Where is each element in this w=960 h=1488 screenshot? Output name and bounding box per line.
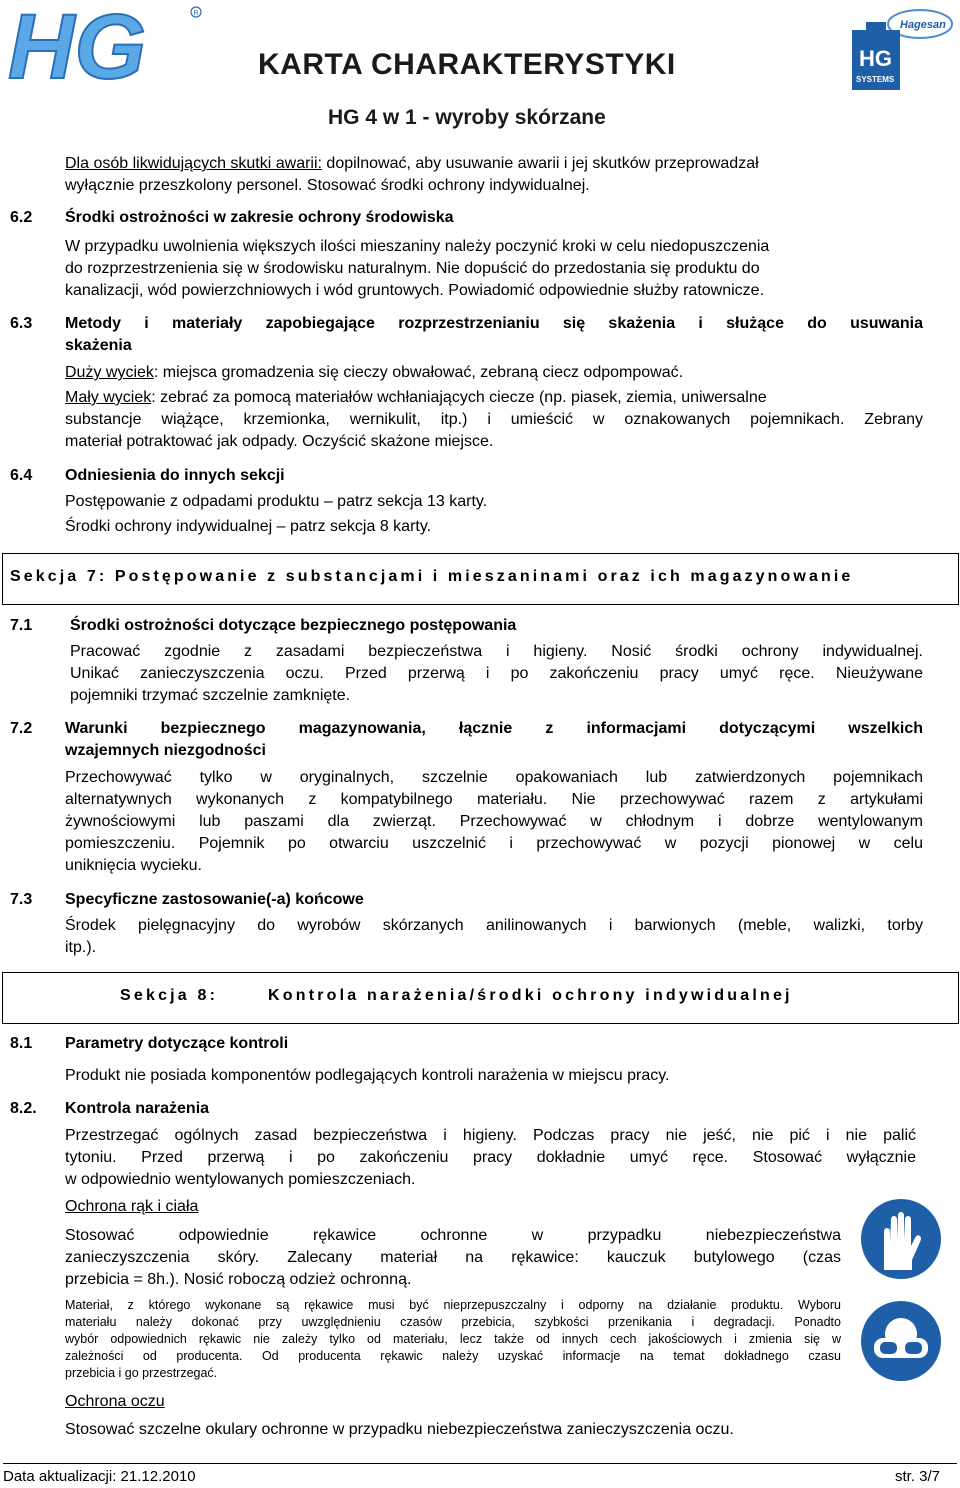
paragraph-6-2-line3: kanalizacji, wód powierzchniowych i wód gruntowych. Powiadomić odpowiednie służby ratownicze. [65, 282, 765, 299]
small-spill-label: Mały wyciek [65, 389, 152, 406]
section-7-title: Sekcja 7: Postępowanie z substancjami i mieszaninami oraz ich magazynowanie [10, 568, 854, 585]
section-8-title: Kontrola narażenia/środki ochrony indywidualnej [268, 987, 793, 1004]
personnel-text-line2: wyłącznie przeszkolony personel. Stosować środki ochrony indywidualnej. [65, 177, 590, 194]
footer-page-number: str. 3/7 [894, 1468, 940, 1485]
heading-6-3-line2: skażenia [65, 337, 132, 354]
section-number-8-1: 8.1 [10, 1035, 33, 1052]
paragraph-6-2-line2: do rozprzestrzenienia się w środowisku naturalnym. Nie dopuścić do przedostania się produktu do [65, 260, 760, 277]
paragraph-7-1-line2: Unikać zanieczyszczenia oczu. Przed przerwą i po zakończeniu pracy umyć ręce. Nieużywane [70, 665, 923, 682]
section-number-6-2: 6.2 [10, 209, 33, 226]
svg-text:HG: HG [859, 46, 892, 71]
svg-text:SYSTEMS: SYSTEMS [856, 75, 895, 84]
heading-6-2: Środki ostrożności w zakresie ochrony środowiska [65, 209, 454, 226]
eye-protection-label: Ochrona oczu [65, 1393, 165, 1410]
personnel-label: Dla osób likwidujących skutki awarii: [65, 155, 322, 172]
paragraph-7-1-line3: pojemniki trzymać szczelnie zamknięte. [70, 687, 351, 704]
section-number-7-2: 7.2 [10, 720, 33, 737]
small-spill-line2: substancje wiążące, krzemionka, wernikulit, itp.) i umieścić w oznakowanych pojemnikach. Zebrany [65, 411, 923, 428]
heading-7-2-line1: Warunki bezpiecznego magazynowania, łącznie z informacjami dotyczącymi wszelkich [65, 720, 923, 737]
paragraph-7-2-line5: uniknięcia wycieku. [65, 857, 202, 874]
section-number-7-1: 7.1 [10, 617, 33, 634]
section-number-8-2: 8.2. [10, 1100, 37, 1117]
paragraph-6-2-line1: W przypadku uwolnienia większych ilości mieszaniny należy poczynić kroki w celu niedopuszczenia [65, 238, 770, 255]
section-number-7-3: 7.3 [10, 891, 33, 908]
paragraph-7-2-line1: Przechowywać tylko w oryginalnych, szczelnie opakowaniach lub zatwierdzonych pojemnikach [65, 769, 923, 786]
heading-8-1: Parametry dotyczące kontroli [65, 1035, 289, 1052]
goggles-icon [860, 1300, 942, 1382]
paragraph-7-3-line1: Środek pielęgnacyjny do wyrobów skórzanych anilinowanych i barwionych (meble, walizki, torby [65, 917, 923, 934]
glove-note-line2: materiału należy dokonać przy uwzględnieniu czasów przebicia, szybkości przenikania i degradacji. Ponadto [65, 1315, 841, 1329]
paragraph-8-2-line3: w odpowiednio wentylowanych pomieszczeniach. [65, 1171, 416, 1188]
large-spill-text: : miejsca gromadzenia się cieczy obwałować, zebraną ciecz odpompować. [153, 364, 684, 381]
document-title: KARTA CHARAKTERYSTYKI [258, 48, 676, 81]
large-spill-paragraph [65, 362, 683, 384]
heading-6-4: Odniesienia do innych sekcji [65, 467, 285, 484]
small-spill-paragraph [65, 387, 767, 409]
personnel-text: dopilnować, aby usuwanie awarii i jej skutków przeprowadzał [321, 155, 759, 172]
paragraph-8-1: Produkt nie posiada komponentów podlegających kontroli narażenia w miejscu pracy. [65, 1067, 670, 1084]
paragraph-8-2-line2: tytoniu. Przed przerwą i po zakończeniu pracy dokładnie umyć ręce. Stosować wyłącznie [65, 1149, 916, 1166]
small-spill-text: : zebrać za pomocą materiałów wchłaniających ciecze (np. piasek, ziemia, uniwersalne [151, 389, 767, 406]
hg-systems-logo [838, 2, 956, 94]
paragraph-7-2-line4: pomieszczeniu. Pojemnik po otwarciu uszczelnić i przechowywać w pozycji pionowej w celu [65, 835, 923, 852]
gloves-icon [860, 1198, 942, 1280]
svg-text:Hagesan: Hagesan [900, 19, 946, 31]
heading-7-1: Środki ostrożności dotyczące bezpiecznego postępowania [70, 617, 517, 634]
paragraph-6-4-line1: Postępowanie z odpadami produktu – patrz sekcja 13 karty. [65, 493, 488, 510]
glove-note-line1: Materiał, z którego wykonane są rękawice musi być nieprzepuszczalny i odporny na działanie produktu. Wyboru [65, 1298, 841, 1312]
accident-personnel-paragraph [65, 153, 759, 175]
footer-update-date: Data aktualizacji: 21.12.2010 [3, 1468, 196, 1485]
paragraph-7-2-line2: alternatywnych wykonanych z kompatybilnego materiału. Nie przechowywać razem z artykułami [65, 791, 923, 808]
product-name: HG 4 w 1 - wyroby skórzane [328, 106, 606, 129]
small-spill-line3: materiał potraktować jak odpady. Oczyścić skażone miejsce. [65, 433, 494, 450]
section-number-6-4: 6.4 [10, 467, 33, 484]
heading-6-3-line1: Metody i materiały zapobiegające rozprzestrzenianiu się skażenia i służące do usuwania [65, 315, 923, 332]
glove-note-line3: wybór odpowiednich rękawic nie zależy tylko od materiału, lecz także od innych cech jakościowych i zmienia się w [65, 1332, 841, 1346]
hand-protection-line3: przebicia = 8h.). Nosić roboczą odzież ochronną. [65, 1271, 412, 1288]
glove-note-line4: zależności od producenta. Od producenta rękawic należy uzyskać informacje na temat dokładnego czasu [65, 1349, 841, 1363]
paragraph-7-2-line3: żywnościowymi lub paszami dla zwierząt. Przechowywać w chłodnym i dobrze wentylowanym [65, 813, 923, 830]
eye-protection-text: Stosować szczelne okulary ochronne w przypadku niebezpieczeństwa zanieczyszczenia oczu. [65, 1421, 734, 1438]
hg-logo-left [0, 0, 210, 100]
svg-text:R: R [193, 10, 199, 17]
section-number-6-3: 6.3 [10, 315, 33, 332]
large-spill-label: Duży wyciek [65, 364, 154, 381]
footer-rule [3, 1463, 957, 1464]
section-8-title-label: Sekcja 8: [120, 987, 219, 1004]
heading-7-3: Specyficzne zastosowanie(-a) końcowe [65, 891, 364, 908]
heading-7-2-line2: wzajemnych niezgodności [65, 742, 266, 759]
hand-protection-line1: Stosować odpowiednie rękawice ochronne w przypadku niebezpieczeństwa [65, 1227, 841, 1244]
svg-text:HG: HG [8, 0, 146, 98]
paragraph-8-2-line1: Przestrzegać ogólnych zasad bezpieczeństwa i higieny. Podczas pracy nie jeść, nie pić i nie palić [65, 1127, 916, 1144]
glove-note-line5: przebicia i go przestrzegać. [65, 1366, 218, 1380]
paragraph-7-1-line1: Pracować zgodnie z zasadami bezpieczeństwa i higieny. Nosić środki ochrony indywidualnej. [70, 643, 923, 660]
hand-protection-label: Ochrona rąk i ciała [65, 1198, 199, 1215]
paragraph-6-4-line2: Środki ochrony indywidualnej – patrz sekcja 8 karty. [65, 518, 432, 535]
hand-protection-line2: zanieczyszczenia skóry. Zalecany materiał na rękawice: kauczuk butylowego (czas [65, 1249, 841, 1266]
heading-8-2: Kontrola narażenia [65, 1100, 210, 1117]
paragraph-7-3-line2: itp.). [65, 939, 97, 956]
